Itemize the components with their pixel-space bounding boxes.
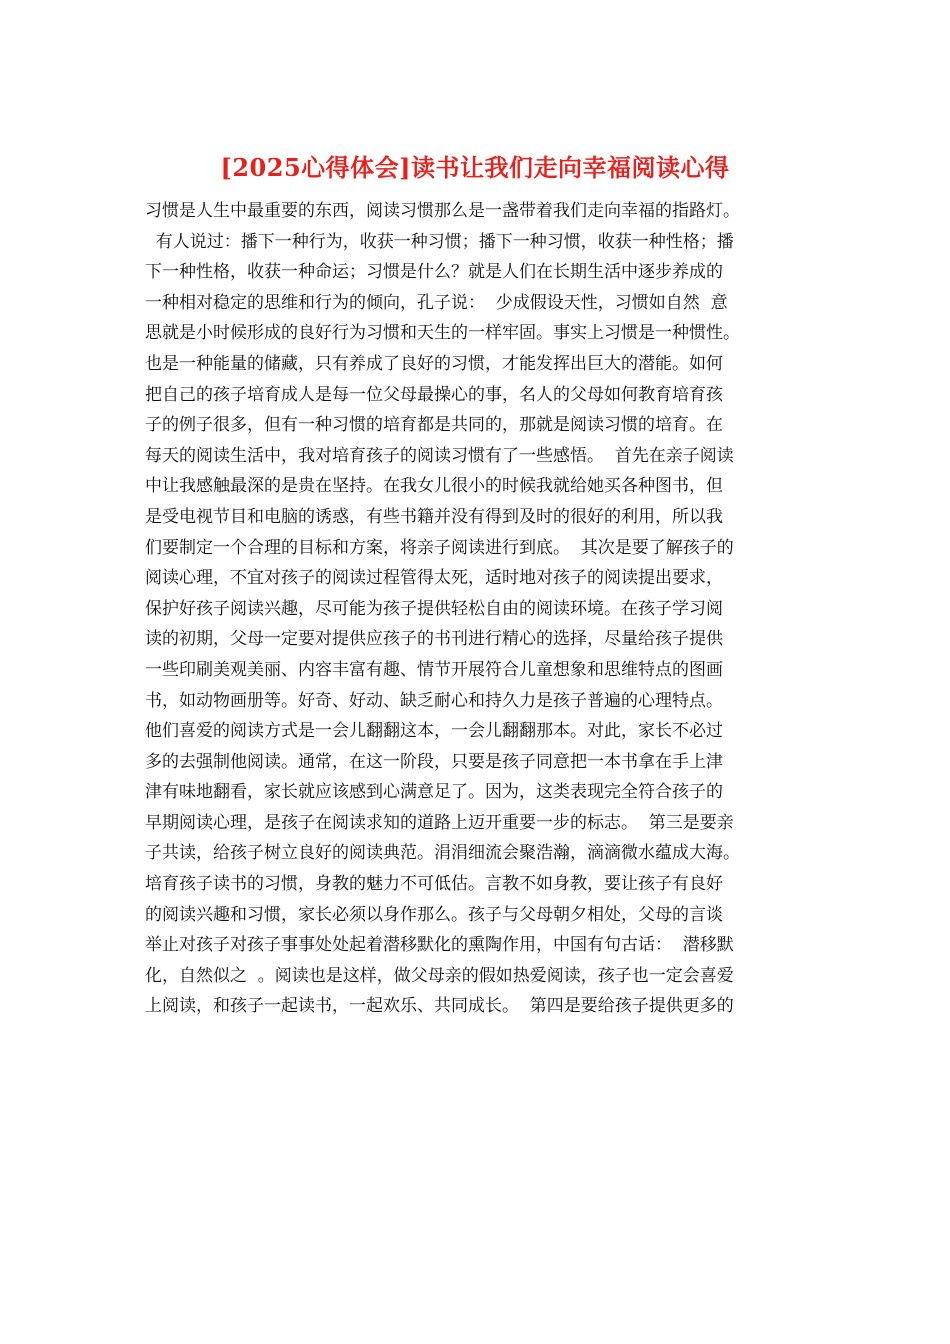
body-line: 一些印刷美观美丽、内容丰富有趣、情节开展符合儿童想象和思维特点的图画 xyxy=(145,659,723,680)
body-line: 们要制定一个合理的目标和方案，将亲子阅读进行到底。 其次是要了解孩子的 xyxy=(145,537,734,558)
body-line: 下一种性格，收获一种命运；习惯是什么？就是人们在长期生活中逐步养成的 xyxy=(145,262,723,283)
body-line: 有人说过：播下一种行为，收获一种习惯；播下一种习惯，收获一种性格；播 xyxy=(145,231,734,252)
body-line: 举止对孩子对孩子事事处处起着潜移默化的熏陶作用，中国有句古话： 潜移默 xyxy=(145,935,734,956)
body-line: 培育孩子读书的习惯，身教的魅力不可低估。言教不如身教，要让孩子有良好 xyxy=(145,874,723,895)
document-title: [2025心得体会]读书让我们走向幸福阅读心得 xyxy=(220,153,730,182)
body-line: 书，如动物画册等。好奇、好动、缺乏耐心和持久力是孩子普遍的心理特点。 xyxy=(145,690,723,711)
body-line: 习惯是人生中最重要的东西，阅读习惯那么是一盏带着我们走向幸福的指路灯。 xyxy=(145,201,740,221)
body-line: 中让我感触最深的是贵在坚持。在我女儿很小的时候我就给她买各种图书，但 xyxy=(145,476,723,497)
body-line: 早期阅读心理，是孩子在阅读求知的道路上迈开重要一步的标志。 第三是要亲 xyxy=(145,812,734,833)
body-line: 子共读，给孩子树立良好的阅读典范。涓涓细流会聚浩瀚，滴滴微水蕴成大海。 xyxy=(145,843,740,864)
body-line: 也是一种能量的储藏，只有养成了良好的习惯，才能发挥出巨大的潜能。如何 xyxy=(145,353,723,374)
body-line: 上阅读，和孩子一起读书，一起欢乐、共同成长。 第四是要给孩子提供更多的 xyxy=(145,996,734,1017)
body-line: 化，自然似之 。阅读也是这样，做父母亲的假如热爱阅读，孩子也一定会喜爱 xyxy=(145,965,734,986)
body-line: 思就是小时候形成的良好行为习惯和天生的一样牢固。事实上习惯是一种惯性。 xyxy=(145,323,740,344)
body-line: 他们喜爱的阅读方式是一会儿翻翻这本，一会儿翻翻那本。对此，家长不必过 xyxy=(145,721,723,742)
body-line: 津有味地翻看，家长就应该感到心满意足了。因为，这类表现完全符合孩子的 xyxy=(145,782,723,803)
body-line: 每天的阅读生活中，我对培育孩子的阅读习惯有了一些感悟。 首先在亲子阅读 xyxy=(145,445,734,466)
body-line: 多的去强制他阅读。通常，在这一阶段，只要是孩子同意把一本书拿在手上津 xyxy=(145,751,723,772)
body-line: 子的例子很多，但有一种习惯的培育都是共同的，那就是阅读习惯的培育。在 xyxy=(145,415,723,436)
body-line: 一种相对稳定的思维和行为的倾向，孔子说： 少成假设天性，习惯如自然 意 xyxy=(145,292,728,313)
body-line: 阅读心理，不宜对孩子的阅读过程管得太死，适时地对孩子的阅读提出要求， xyxy=(145,568,723,589)
document-body xyxy=(145,196,810,1022)
body-line: 读的初期，父母一定要对提供应孩子的书刊进行精心的选择，尽量给孩子提供 xyxy=(145,629,723,650)
body-line: 把自己的孩子培育成人是每一位父母最操心的事，名人的父母如何教育培育孩 xyxy=(145,384,723,405)
body-line: 的阅读兴趣和习惯，家长必须以身作那么。孩子与父母朝夕相处，父母的言谈 xyxy=(145,904,723,925)
body-line: 是受电视节目和电脑的诱惑，有些书籍并没有得到及时的很好的利用，所以我 xyxy=(145,506,723,527)
body-line: 保护好孩子阅读兴趣，尽可能为孩子提供轻松自由的阅读环境。在孩子学习阅 xyxy=(145,598,723,619)
